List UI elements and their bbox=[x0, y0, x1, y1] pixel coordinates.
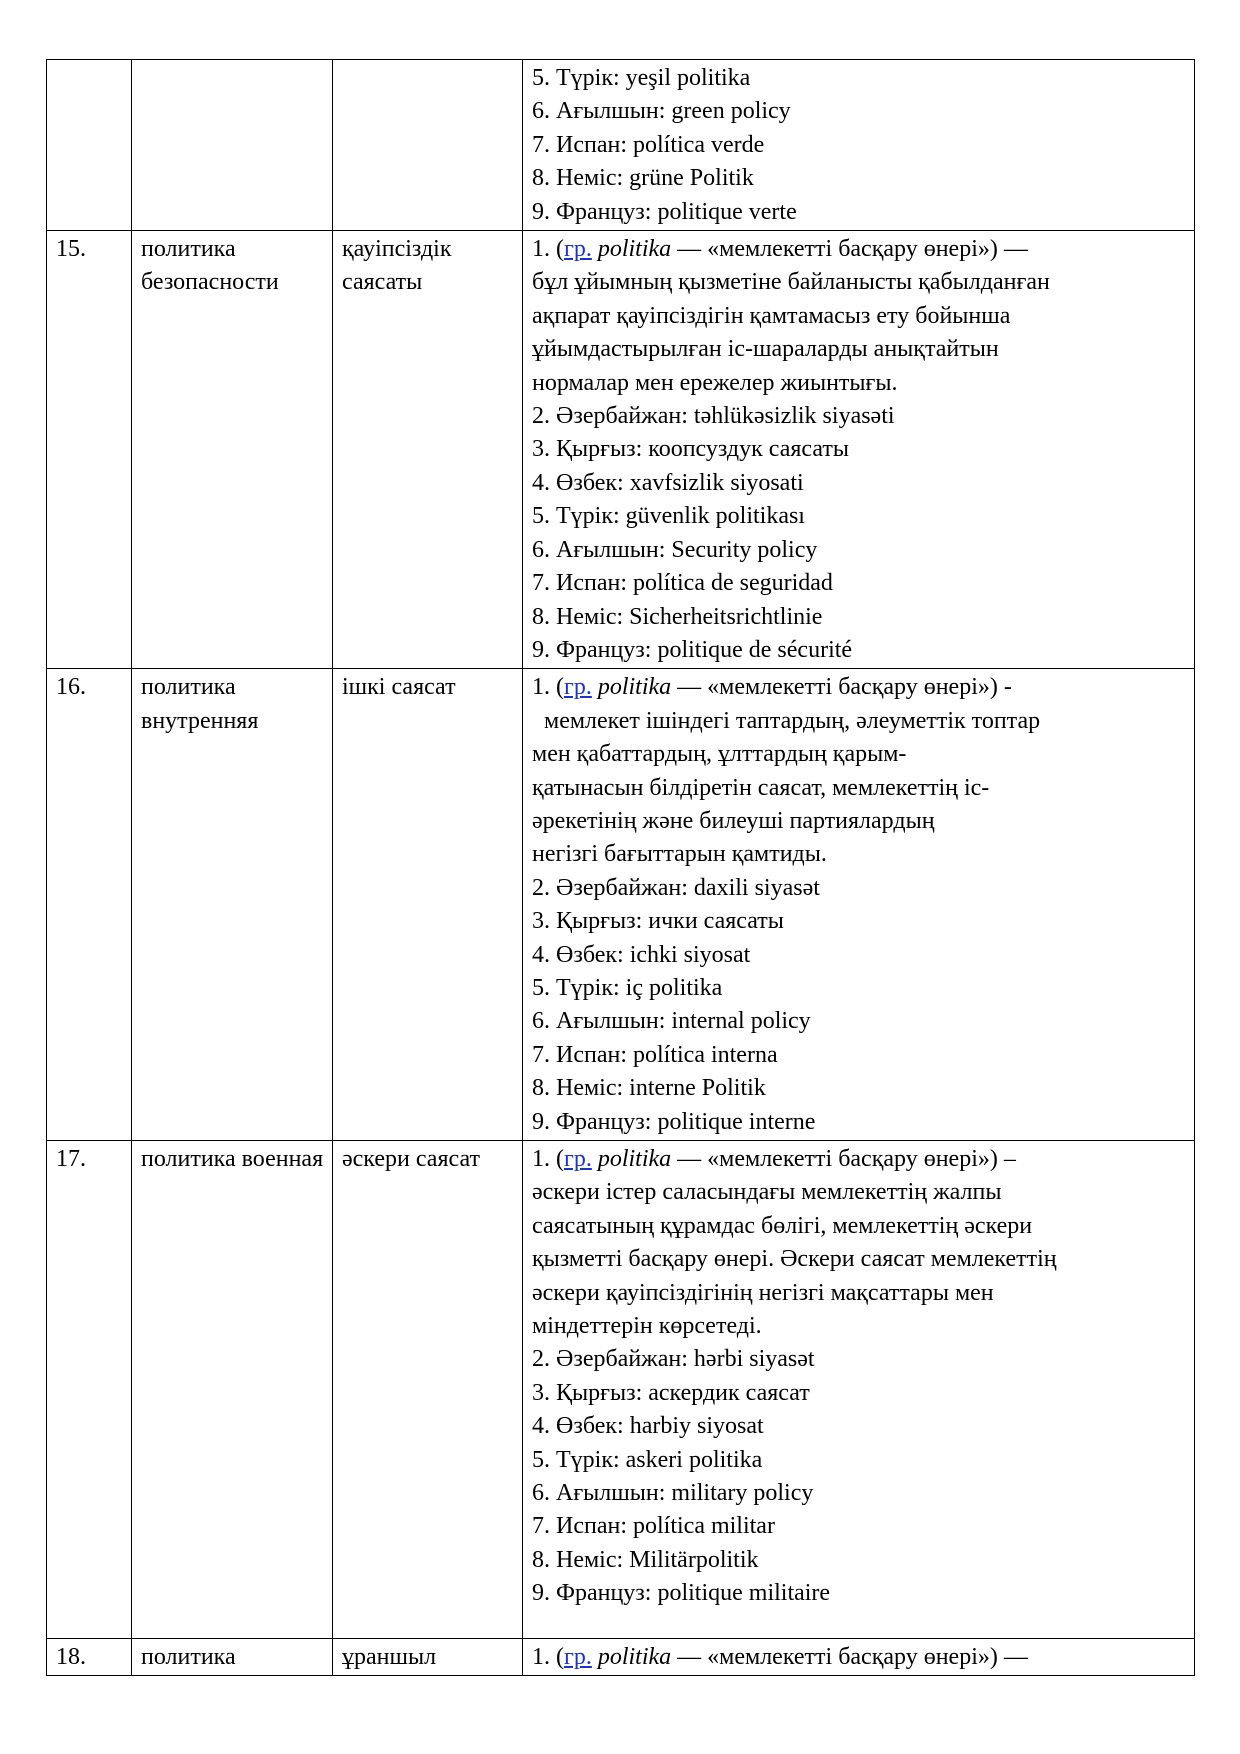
translation-line: 5. Түрік: güvenlik politikası bbox=[532, 503, 805, 530]
term-number-cell bbox=[47, 60, 132, 231]
translation-line: 7. Испан: política militar bbox=[532, 1513, 775, 1540]
table-row bbox=[47, 60, 1195, 231]
definition-line: ақпарат қауіпсіздігін қамтамасыз ету бойынша bbox=[532, 302, 1011, 329]
definition-cell bbox=[523, 231, 1195, 669]
glossary-table bbox=[46, 59, 1195, 1676]
russian-term: политика военная bbox=[141, 1146, 324, 1172]
greek-abbr-link[interactable]: гр. bbox=[564, 674, 592, 701]
definition-line: әрекетінің және билеуші партиялардың bbox=[532, 807, 935, 834]
translation-line: 3. Қырғыз: ички саясаты bbox=[532, 908, 784, 935]
etymology-gloss: — «мемлекетті басқару өнері») — bbox=[671, 236, 1028, 263]
definition-cell bbox=[523, 1141, 1195, 1639]
translation-line: 5. Түрік: askeri politika bbox=[532, 1446, 763, 1473]
term-number-cell bbox=[47, 1639, 132, 1676]
kazakh-term-cell bbox=[333, 60, 523, 231]
translation-line: 4. Өзбек: harbiy siyosat bbox=[532, 1413, 764, 1440]
kazakh-term: әскери саясат bbox=[342, 1146, 480, 1172]
definition-cell bbox=[523, 60, 1195, 231]
definition-line: негізгі бағыттарын қамтиды. bbox=[532, 841, 827, 868]
definition-first-line bbox=[532, 1641, 1186, 1674]
definition-line: қатынасын білдіретін саясат, мемлекеттің іс- bbox=[532, 774, 990, 801]
definition-line: нормалар мен ережелер жиынтығы. bbox=[532, 369, 898, 396]
table-row bbox=[47, 1639, 1195, 1676]
translation-line: 5. Түрік: yeşil politika bbox=[532, 65, 751, 91]
translation-line: 6. Ағылшын: green policy bbox=[532, 98, 791, 125]
etymology-gloss: — «мемлекетті басқару өнері») – bbox=[671, 1146, 1016, 1172]
kazakh-term-cell bbox=[333, 231, 523, 669]
etymology-gloss: — «мемлекетті басқару өнері») - bbox=[671, 674, 1012, 701]
translation-line: 3. Қырғыз: аскердик саясат bbox=[532, 1379, 810, 1406]
kazakh-term-cell bbox=[333, 1141, 523, 1639]
greek-abbr-link[interactable]: гр. bbox=[564, 236, 592, 263]
translation-line: 7. Испан: política verde bbox=[532, 131, 765, 158]
definition-line: әскери қауіпсіздігінің негізгі мақсаттары мен bbox=[532, 1279, 994, 1306]
translation-line: 4. Өзбек: ichki siyosat bbox=[532, 941, 751, 968]
term-number-cell bbox=[47, 669, 132, 1141]
russian-term-cell bbox=[132, 60, 333, 231]
russian-term-cell bbox=[132, 1639, 333, 1676]
translation-line: 5. Түрік: iç politika bbox=[532, 974, 723, 1001]
kazakh-term: ұраншыл bbox=[342, 1644, 437, 1670]
term-number-cell bbox=[47, 1141, 132, 1639]
definition-line: мемлекет ішіндегі таптардың, әлеуметтік топтар bbox=[544, 707, 1041, 734]
definition-line: ұйымдастырылған іс-шараларды анықтайтын bbox=[532, 336, 999, 363]
translation-line: 2. Әзербайжан: təhlükəsizlik siyasəti bbox=[532, 403, 895, 430]
translation-line: 4. Өзбек: xavfsizlik siyosati bbox=[532, 469, 804, 496]
definition-line: бұл ұйымның қызметіне байланысты қабылданған bbox=[532, 269, 1050, 296]
term-number-cell bbox=[47, 231, 132, 669]
term-number: 15. bbox=[56, 236, 86, 263]
russian-term-cell bbox=[132, 1141, 333, 1639]
translation-line: 8. Неміс: Sicherheitsrichtlinie bbox=[532, 603, 823, 630]
translation-line: 6. Ағылшын: military policy bbox=[532, 1480, 814, 1507]
translation-line: 7. Испан: política de seguridad bbox=[532, 570, 833, 597]
russian-term-cell bbox=[132, 231, 333, 669]
definition-first-line bbox=[532, 1143, 1186, 1176]
table-row bbox=[47, 231, 1195, 669]
russian-term: политика безопасности bbox=[141, 236, 279, 296]
definition-prefix: 1. ( bbox=[532, 236, 564, 263]
kazakh-term: қауіпсіздік саясаты bbox=[342, 236, 452, 296]
etymology-term: politika bbox=[597, 1644, 672, 1670]
translation-line: 9. Француз: politique verte bbox=[532, 198, 797, 225]
definition-prefix: 1. ( bbox=[532, 1146, 564, 1172]
russian-term-cell bbox=[132, 669, 333, 1141]
kazakh-term-cell bbox=[333, 1639, 523, 1676]
etymology-term: politika bbox=[597, 236, 672, 263]
term-number: 16. bbox=[56, 674, 86, 701]
definition-first-line bbox=[532, 233, 1186, 266]
translation-line: 8. Неміс: interne Politik bbox=[532, 1075, 766, 1102]
definition-cell bbox=[523, 1639, 1195, 1676]
definition-cell bbox=[523, 669, 1195, 1141]
definition-line: әскери істер саласындағы мемлекеттің жалпы bbox=[532, 1179, 1002, 1206]
greek-abbr-link[interactable]: гр. bbox=[564, 1644, 592, 1670]
definition-first-line bbox=[532, 671, 1186, 704]
etymology-term: politika bbox=[597, 1146, 672, 1172]
translation-line: 9. Француз: politique militaire bbox=[532, 1580, 831, 1607]
translation-line: 3. Қырғыз: коопсуздук саясаты bbox=[532, 436, 850, 463]
definition-line: міндеттерін көрсетеді. bbox=[532, 1313, 762, 1340]
translation-line: 7. Испан: política interna bbox=[532, 1041, 778, 1068]
translation-line: 2. Әзербайжан: hərbi siyasət bbox=[532, 1346, 815, 1373]
definition-prefix: 1. ( bbox=[532, 674, 564, 701]
definition-line: мен қабаттардың, ұлттардың қарым- bbox=[532, 741, 907, 768]
table-row bbox=[47, 669, 1195, 1141]
etymology-term: politika bbox=[597, 674, 672, 701]
greek-abbr-link[interactable]: гр. bbox=[564, 1146, 592, 1172]
term-number: 18. bbox=[56, 1644, 86, 1670]
kazakh-term: ішкі саясат bbox=[342, 674, 456, 701]
definition-line: саясатының құрамдас бөлігі, мемлекеттің әскери bbox=[532, 1212, 1033, 1239]
translation-line: 9. Француз: politique de sécurité bbox=[532, 636, 853, 663]
translation-line: 6. Ағылшын: internal policy bbox=[532, 1008, 811, 1035]
translation-line: 9. Француз: politique interne bbox=[532, 1108, 816, 1135]
russian-term: политика bbox=[141, 1644, 236, 1670]
definition-prefix: 1. ( bbox=[532, 1644, 564, 1670]
translation-line: 6. Ағылшын: Security policy bbox=[532, 536, 818, 563]
translation-line: 2. Әзербайжан: daxili siyasət bbox=[532, 874, 820, 901]
glossary-body bbox=[47, 60, 1195, 1676]
kazakh-term-cell bbox=[333, 669, 523, 1141]
translation-line: 8. Неміс: Militärpolitik bbox=[532, 1546, 759, 1573]
term-number: 17. bbox=[56, 1146, 86, 1172]
definition-line: қызметті басқару өнері. Әскери саясат мемлекеттің bbox=[532, 1246, 1057, 1273]
etymology-gloss: — «мемлекетті басқару өнері») — bbox=[671, 1644, 1028, 1670]
russian-term: политика внутренняя bbox=[141, 674, 259, 734]
translation-line: 8. Неміс: grüne Politik bbox=[532, 165, 754, 192]
table-row bbox=[47, 1141, 1195, 1639]
